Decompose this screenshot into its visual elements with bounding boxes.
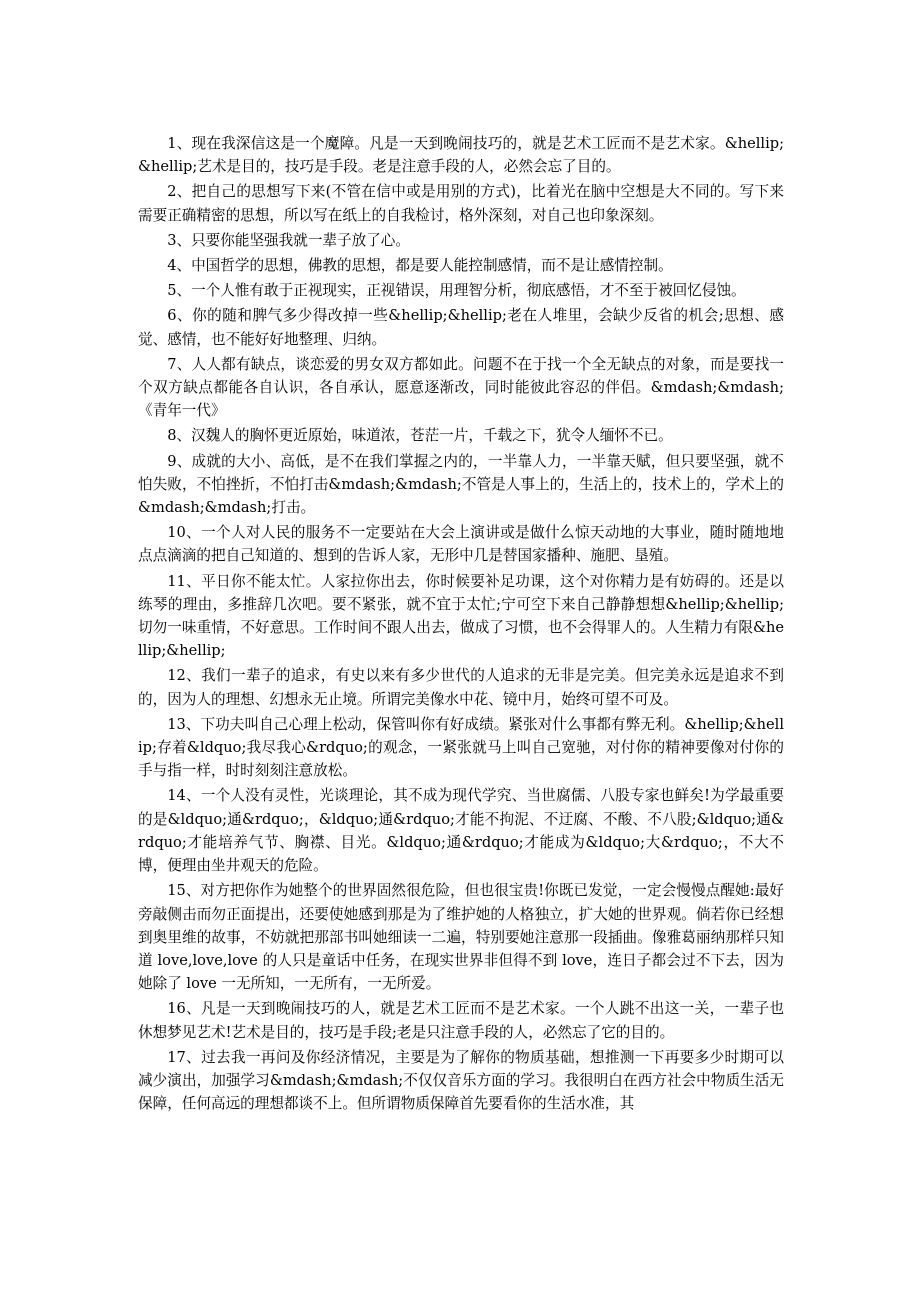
- paragraph-9: 9、成就的大小、高低，是不在我们掌握之内的，一半靠人力，一半靠天赋，但只要坚强，就不怕失败，不怕挫折，不怕打击&mdash;&mdash;不管是人事上的，生活上的，技术上的，学术上的&mdash;&mdash;打击。: [138, 452, 784, 517]
- paragraph-10: 10、一个人对人民的服务不一定要站在大会上演讲或是做什么惊天动地的大事业，随时随地地点点滴滴的把自己知道的、想到的告诉人家，无形中几是替国家播种、施肥、垦殖。: [138, 524, 784, 565]
- paragraph-7: 7、人人都有缺点，谈恋爱的男女双方都如此。问题不在于找一个全无缺点的对象，而是要找一个双方缺点都能各自认识，各自承认，愿意逐渐改，同时能彼此容忍的伴侣。&mdash;&mdash;《青年一代》: [138, 355, 784, 420]
- paragraph-1: 1、现在我深信这是一个魔障。凡是一天到晚闹技巧的，就是艺术工匠而不是艺术家。&hellip;&hellip;艺术是目的，技巧是手段。老是注意手段的人，必然会忘了目的。: [138, 135, 784, 176]
- paragraph-3: 3、只要你能坚强我就一辈子放了心。: [167, 231, 410, 249]
- paragraph-13: 13、下功夫叫自己心理上松动，保管叫你有好成绩。紧张对什么事都有弊无利。&hellip;&hellip;存着&ldquo;我尽我心&rdquo;的观念，一紧张就马上叫自己宽驰，对付你的精神要像对付你的手与指一样，时时刻刻注意放松。: [138, 715, 784, 780]
- paragraph-5: 5、一个人惟有敢于正视现实，正视错误，用理智分析，彻底感悟，才不至于被回忆侵蚀。: [167, 282, 746, 300]
- paragraph-12: 12、我们一辈子的追求，有史以来有多少世代的人追求的无非是完美。但完美永远是追求不到的，因为人的理想、幻想永无止境。所谓完美像水中花、镜中月，始终可望不可及。: [138, 667, 784, 708]
- paragraph-8: 8、汉魏人的胸怀更近原始，味道浓，苍茫一片，千载之下，犹令人缅怀不已。: [167, 427, 673, 445]
- paragraph-14: 14、一个人没有灵性，光谈理论，其不成为现代学究、当世腐儒、八股专家也鲜矣!为学最重要的是&ldquo;通&rdquo;，&ldquo;通&rdquo;才能不拘泥、不迂腐、不酸、不八股;&ldquo;通&rdquo;才能培养气节、胸襟、目光。&ldquo;通&rdquo;才能成为&ldquo;大&rdquo;，不大不博，便理由坐井观天的危险。: [138, 787, 784, 875]
- document-body: [138, 132, 784, 1117]
- paragraph-16: 16、凡是一天到晚闹技巧的人，就是艺术工匠而不是艺术家。一个人跳不出这一关，一辈子也休想梦见艺术!艺术是目的，技巧是手段;老是只注意手段的人，必然忘了它的目的。: [138, 1000, 784, 1041]
- paragraph-2: 2、把自己的思想写下来(不管在信中或是用别的方式)，比着光在脑中空想是大不同的。写下来需要正确精密的思想，所以写在纸上的自我检讨，格外深刻，对自己也印象深刻。: [138, 183, 784, 224]
- paragraph-11: 11、平日你不能太忙。人家拉你出去，你时候要补足功课，这个对你精力是有妨碍的。还是以练琴的理由，多推辞几次吧。要不紧张，就不宜于太忙;宁可空下来自己静静想想&hellip;&hellip;切勿一味重情，不好意思。工作时间不跟人出去，做成了习惯，也不会得罪人的。人生精力有限&hellip;&hellip;: [138, 572, 784, 660]
- paragraph-6: 6、你的随和脾气多少得改掉一些&hellip;&hellip;老在人堆里，会缺少反省的机会;思想、感觉、感情，也不能好好地整理、归纳。: [138, 307, 784, 348]
- paragraph-4: 4、中国哲学的思想，佛教的思想，都是要人能控制感情，而不是让感情控制。: [167, 257, 673, 275]
- paragraph-15: 15、对方把你作为她整个的世界固然很危险，但也很宝贵!你既已发觉，一定会慢慢点醒她:最好旁敲侧击而勿正面提出，还要使她感到那是为了维护她的人格独立，扩大她的世界观。倘若你已经想到奥里维的故事，不妨就把那部书叫她细读一二遍，特别要她注意那一段插曲。像雅葛丽纳那样只知道 love,love,love 的人只是童话中任务，在现实世界非但得不到 love，连日子都会过不下去，因为她除了 love 一无所知，一无所有，一无所爱。: [138, 882, 784, 993]
- paragraph-17: 17、过去我一再问及你经济情况，主要是为了解你的物质基础，想推测一下再要多少时期可以减少演出，加强学习&mdash;&mdash;不仅仅音乐方面的学习。我很明白在西方社会中物质生活无保障，任何高远的理想都谈不上。但所谓物质保障首先要看你的生活水准，其: [138, 1048, 784, 1113]
